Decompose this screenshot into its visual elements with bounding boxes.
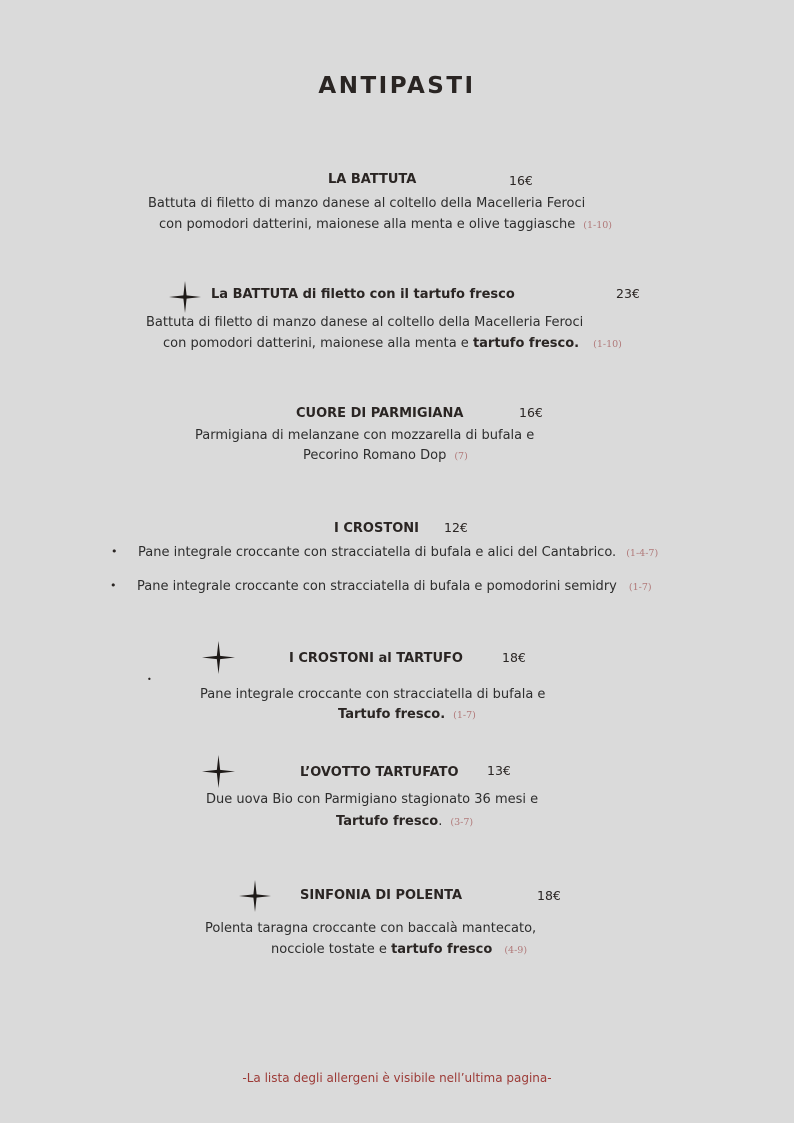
list-item: Pane integrale croccante con stracciatella di bufala e alici del Cantabrico. (1-4-7) <box>138 545 659 560</box>
four-point-star-icon <box>202 755 235 788</box>
four-point-star-icon <box>239 880 271 912</box>
bullet-icon: • <box>147 675 152 684</box>
dish-desc-line2: con pomodori datterini, maionese alla menta e tartufo fresco. (1-10) <box>163 336 622 351</box>
dish-name-battuta-tartufo: La BATTUTA di filetto con il tartufo fresco <box>211 287 515 302</box>
dish-name-ovotto-tartufato: L’OVOTTO TARTUFATO <box>300 765 459 780</box>
allergen-codes: (1-7) <box>453 710 476 721</box>
dish-desc-line1: Polenta taragna croccante con baccalà mantecato, <box>205 921 537 936</box>
highlight-text: Tartufo fresco. <box>338 707 446 722</box>
dish-desc-line2: Tartufo fresco. (3-7) <box>336 814 474 829</box>
allergen-codes: (3-7) <box>450 817 474 828</box>
highlight-text: tartufo fresco <box>391 942 493 957</box>
dish-name-i-crostoni: I CROSTONI <box>334 521 419 536</box>
dish-desc-line2: con pomodori datterini, maionese alla menta e olive taggiasche (1-10) <box>159 217 612 232</box>
page-title: ANTIPASTI <box>318 73 476 99</box>
dish-desc-line1: Parmigiana di melanzane con mozzarella di bufala e <box>195 428 535 443</box>
dish-name-cuore-di-parmigiana: CUORE DI PARMIGIANA <box>296 406 464 421</box>
allergen-codes: (1-4-7) <box>626 548 659 559</box>
dish-price-cuore-di-parmigiana: 16€ <box>519 405 543 420</box>
dish-price-ovotto-tartufato: 13€ <box>487 763 511 778</box>
allergen-codes: (1-7) <box>628 582 652 593</box>
dish-desc-line1: Pane integrale croccante con stracciatella di bufala e <box>200 687 546 702</box>
dish-desc-line2: Pecorino Romano Dop (7) <box>303 448 468 463</box>
dish-desc-line1: Due uova Bio con Parmigiano stagionato 36 mesi e <box>206 792 539 807</box>
dish-desc-line2 <box>338 707 476 722</box>
four-point-star-icon <box>202 641 235 674</box>
bullet-icon: • <box>110 579 117 592</box>
list-item: Pane integrale croccante con stracciatella di bufala e pomodorini semidry (1-7) <box>137 579 652 594</box>
allergen-codes: (1-10) <box>593 339 622 350</box>
dish-price-crostoni-tartufo: 18€ <box>502 650 526 665</box>
dish-name-crostoni-tartufo: I CROSTONI al TARTUFO <box>289 651 463 666</box>
dish-price-sinfonia-di-polenta: 18€ <box>537 888 561 903</box>
allergen-footer-note: -La lista degli allergeni è visibile nell’ultima pagina- <box>242 1071 552 1085</box>
allergen-codes: (4-9) <box>504 945 528 956</box>
four-point-star-icon <box>169 281 201 313</box>
dish-desc-line2: nocciole tostate e tartufo fresco (4-9) <box>271 942 528 957</box>
dish-price-i-crostoni: 12€ <box>444 520 468 535</box>
dish-price-battuta-tartufo: 23€ <box>616 286 640 301</box>
dish-desc-line1: Battuta di filetto di manzo danese al coltello della Macelleria Feroci <box>148 196 586 211</box>
allergen-codes: (1-10) <box>583 220 612 231</box>
highlight-text: Tartufo fresco <box>336 814 439 829</box>
bullet-icon: • <box>111 545 118 558</box>
allergen-codes: (7) <box>454 451 468 462</box>
highlight-text: tartufo fresco. <box>472 336 580 351</box>
dish-name-sinfonia-di-polenta: SINFONIA DI POLENTA <box>300 888 463 903</box>
dish-desc-line1: Battuta di filetto di manzo danese al coltello della Macelleria Feroci <box>146 315 584 330</box>
dish-name-la-battuta: LA BATTUTA <box>328 172 417 187</box>
dish-price-la-battuta: 16€ <box>509 173 533 188</box>
